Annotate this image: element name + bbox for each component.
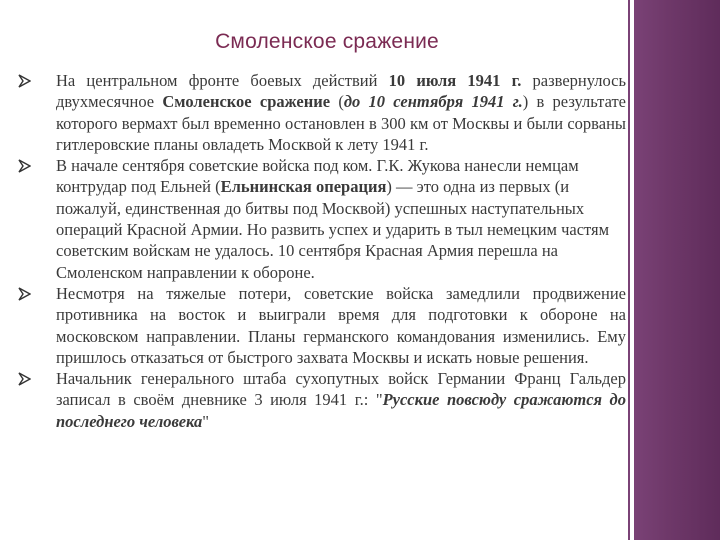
- list-item: [18, 368, 626, 432]
- list-item: [18, 155, 626, 283]
- bullet-list: [18, 70, 626, 432]
- arrowhead-bullet-icon: [18, 74, 31, 88]
- diary-quote: Русские повсюду сражаются до последнего человека: [56, 390, 626, 431]
- list-item: [18, 70, 626, 155]
- decorative-sidebar: [634, 0, 720, 540]
- operation-name: Ельнинская операция: [220, 177, 387, 197]
- item-text: Начальник генерального штаба сухопутных войск Германии Франц Гальдер записал в своём дневнике 3 июля 1941 г.: ": [56, 369, 626, 410]
- arrowhead-bullet-icon: [18, 372, 31, 386]
- item-text: (: [330, 92, 344, 112]
- item-text: ) — это одна из первых (и пожалуй, единственная до битвы под Москвой) успешных наступательных операций Красной Армии. Но развить успех и ударить в тыл немецким частям советским войскам не удалось. 10 сентября Красная Армия перешла на Смоленском направлении к обороне.: [56, 177, 610, 282]
- item-text: развернулось двухмесячное: [56, 71, 626, 112]
- slide-title: Смоленское сражение: [215, 30, 439, 53]
- item-text: ) в результате которого вермахт был временно остановлен в 300 км от Москвы и были сорваны гитлеровские планы овладеть Москвой к лету 1941 г.: [56, 92, 626, 154]
- item-date: 10 июля 1941 г.: [388, 71, 522, 90]
- item-text: В начале сентября советские войска под ком. Г.К. Жукова нанесли немцам контрудар под Ельней (: [56, 156, 579, 197]
- sidebar-divider: [628, 0, 630, 540]
- battle-name: Смоленское сражение: [162, 92, 331, 112]
- list-item: [18, 283, 626, 368]
- item-text: Несмотря на тяжелые потери, советские войска замедлили продвижение противника на восток и выиграли время для подготовки к обороне на московском направлении. Планы германского командования изменились. Ему пришлось отказаться от быстрого захвата Москвы и искать новые решения.: [56, 283, 626, 367]
- arrowhead-bullet-icon: [18, 159, 31, 173]
- arrowhead-bullet-icon: [18, 287, 31, 301]
- item-text: ": [202, 411, 210, 431]
- item-text: На центральном фронте боевых действий: [56, 71, 389, 90]
- item-date: до 10 сентября 1941 г.: [343, 92, 523, 112]
